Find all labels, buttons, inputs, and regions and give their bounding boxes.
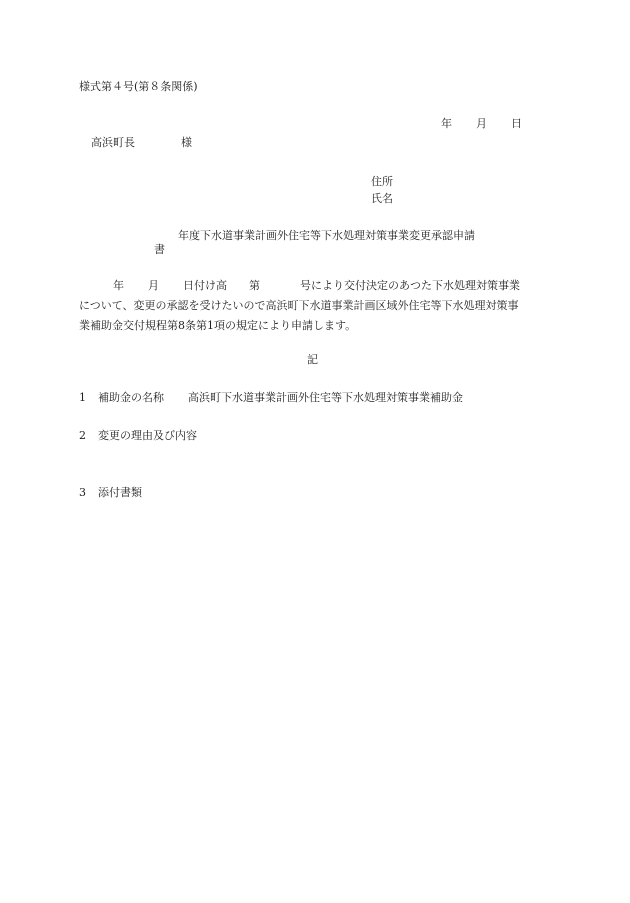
date-year-label: 年: [441, 117, 452, 130]
body-line-3: 業補助金交付規程第8条第1項の規定により申請します。: [79, 319, 357, 332]
body-paragraph: [79, 276, 555, 336]
body-number-prefix: 第: [249, 279, 260, 292]
item-1-number: 1: [79, 391, 86, 404]
date-month-label: 月: [476, 117, 487, 130]
addressee-honorific: 様: [181, 136, 192, 149]
body-line-2: について、変更の承認を受けたいので高浜町下水道事業計画区域外住宅等下水処理対策事: [79, 299, 519, 312]
item-3-label: 添付書類: [98, 486, 142, 499]
item-3: [79, 486, 142, 500]
applicant-name-label: 氏名: [371, 192, 393, 205]
application-title-end: 書: [154, 243, 165, 256]
item-2: [79, 429, 197, 443]
item-3-number: 3: [79, 486, 86, 499]
date-line: [441, 117, 522, 131]
item-1-value: 高浜町下水道事業計画外住宅等下水処理対策事業補助金: [188, 391, 463, 404]
addressee-name: 高浜町長: [91, 136, 135, 149]
date-day-label: 日: [511, 117, 522, 130]
item-1-label: 補助金の名称: [98, 391, 164, 404]
body-year-label: 年: [113, 279, 124, 292]
application-title: 年度下水道事業計画外住宅等下水処理対策事業変更承認申請: [178, 229, 475, 242]
body-month-label: 月: [148, 279, 159, 292]
form-number: 様式第４号(第８条関係): [79, 80, 198, 93]
applicant-address-label: 住所: [371, 175, 393, 188]
body-line1-rest: 号により交付決定のあつた下水処理対策事業: [300, 279, 520, 292]
item-1: [79, 391, 463, 405]
body-dated-prefix: 日付け高: [183, 279, 227, 292]
item-2-label: 変更の理由及び内容: [98, 429, 197, 442]
ki-heading: 記: [307, 353, 318, 366]
item-2-number: 2: [79, 429, 86, 442]
addressee: [91, 136, 192, 150]
body-line-1: [79, 276, 555, 296]
